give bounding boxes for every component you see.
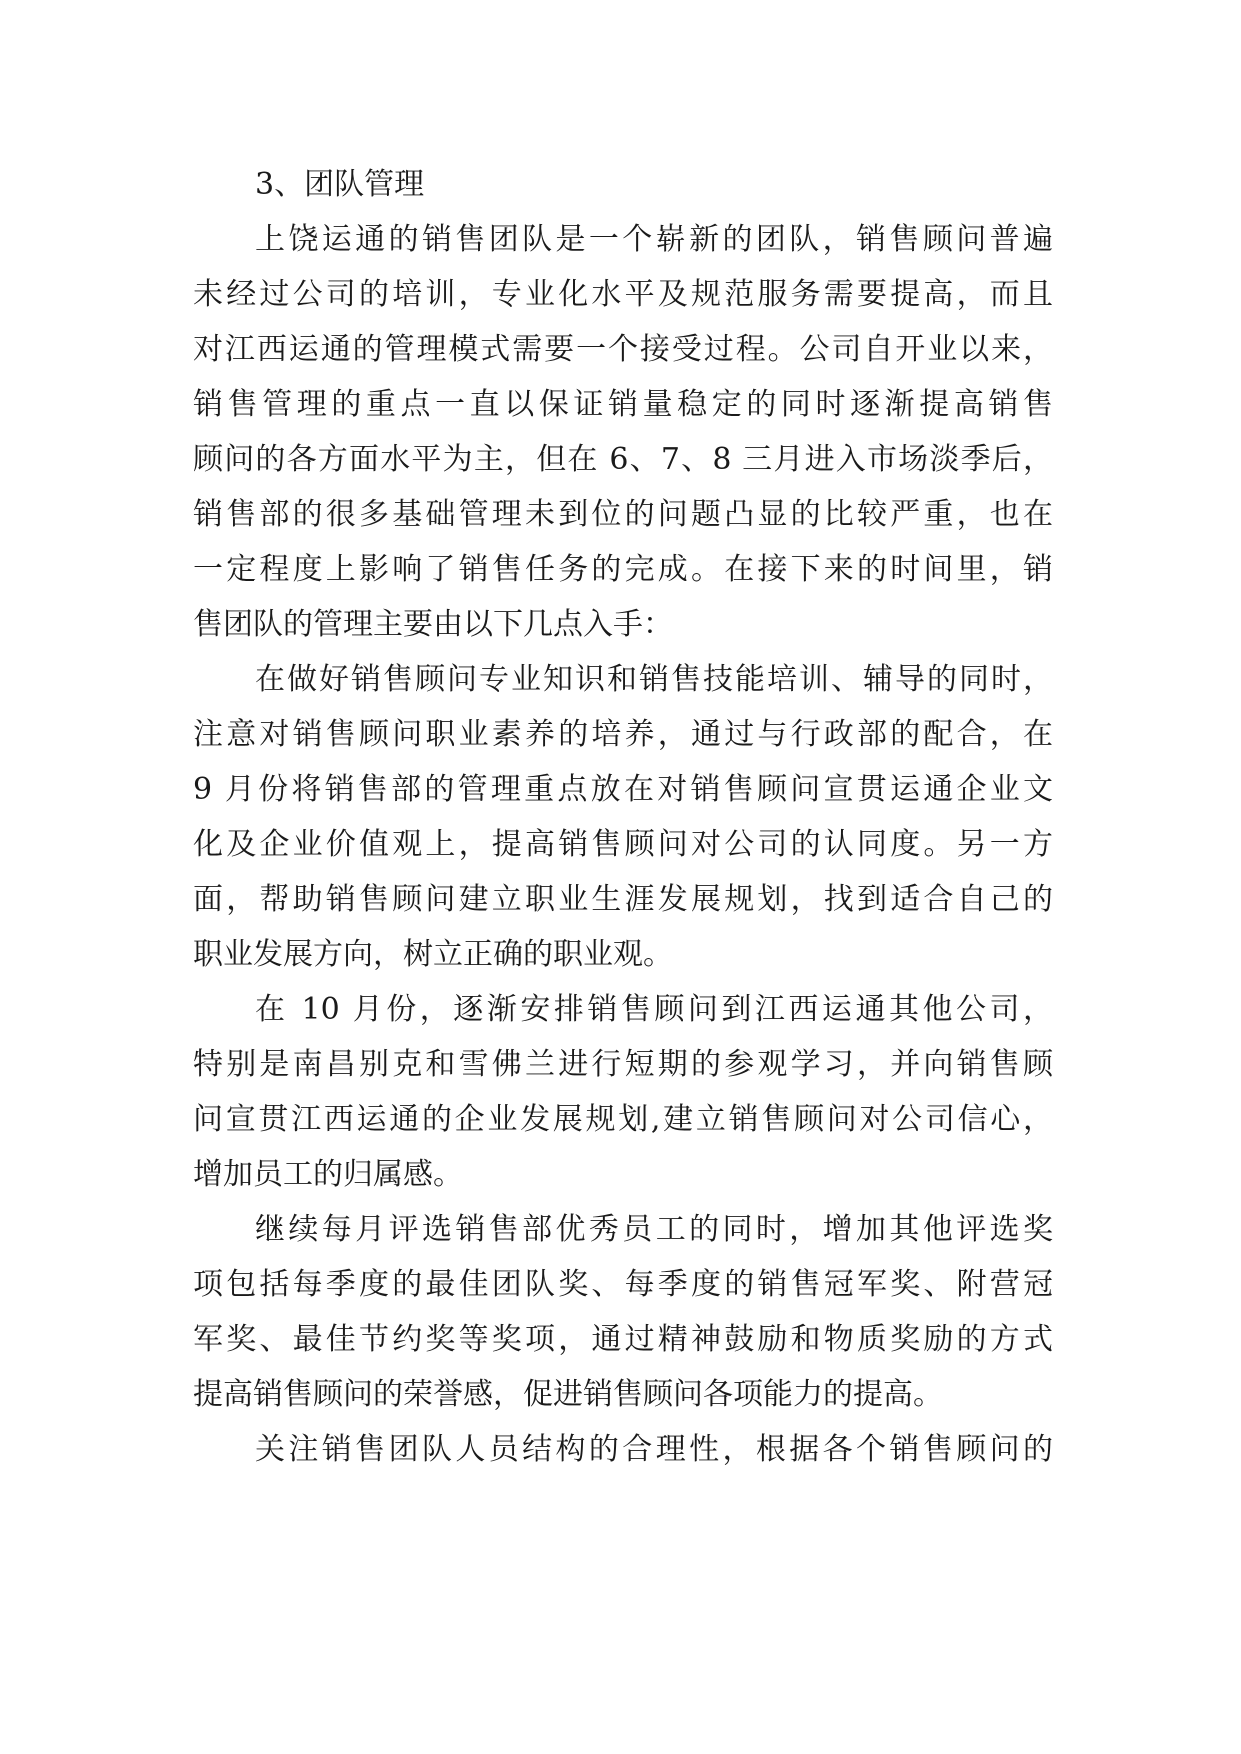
paragraph-line: 增加员工的归属感。 <box>193 1157 463 1192</box>
paragraph-line: 面，帮助销售顾问建立职业生涯发展规划，找到适合自己的 <box>193 882 1053 917</box>
paragraph-line: 售团队的管理主要由以下几点入手： <box>193 607 673 642</box>
paragraph-line: 军奖、最佳节约奖等奖项，通过精神鼓励和物质奖励的方式 <box>193 1322 1053 1357</box>
paragraph-line: 销售部的很多基础管理未到位的问题凸显的比较严重，也在 <box>193 497 1053 532</box>
paragraph-line: 关注销售团队人员结构的合理性，根据各个销售顾问的 <box>255 1432 1053 1467</box>
paragraph-line: 在做好销售顾问专业知识和销售技能培训、辅导的同时， <box>255 662 1053 697</box>
document-body <box>193 157 1053 1477</box>
paragraph-list <box>193 212 1053 1477</box>
paragraph-line: 职业发展方向，树立正确的职业观。 <box>193 937 673 972</box>
section-heading: 3、团队管理 <box>255 167 425 202</box>
paragraph-line: 项包括每季度的最佳团队奖、每季度的销售冠军奖、附营冠 <box>193 1267 1053 1302</box>
paragraph-line: 提高销售顾问的荣誉感，促进销售顾问各项能力的提高。 <box>193 1377 943 1412</box>
paragraph <box>193 652 1053 982</box>
paragraph-line: 注意对销售顾问职业素养的培养，通过与行政部的配合，在 <box>193 717 1053 752</box>
paragraph <box>193 212 1053 652</box>
paragraph-line: 顾问的各方面水平为主，但在 6、7、8 三月进入市场淡季后， <box>193 442 1053 477</box>
paragraph-line: 对江西运通的管理模式需要一个接受过程。公司自开业以来， <box>193 332 1053 367</box>
paragraph-line: 上饶运通的销售团队是一个崭新的团队，销售顾问普遍 <box>255 222 1053 257</box>
paragraph-line: 一定程度上影响了销售任务的完成。在接下来的时间里，销 <box>193 552 1053 587</box>
paragraph <box>193 982 1053 1202</box>
paragraph-line: 9 月份将销售部的管理重点放在对销售顾问宣贯运通企业文 <box>193 772 1053 807</box>
paragraph-line: 销售管理的重点一直以保证销量稳定的同时逐渐提高销售 <box>193 387 1053 422</box>
paragraph-line: 化及企业价值观上，提高销售顾问对公司的认同度。另一方 <box>193 827 1053 862</box>
paragraph-line: 问宣贯江西运通的企业发展规划,建立销售顾问对公司信心， <box>193 1102 1053 1137</box>
paragraph-line: 在 10 月份，逐渐安排销售顾问到江西运通其他公司， <box>255 992 1053 1027</box>
paragraph-line: 继续每月评选销售部优秀员工的同时，增加其他评选奖 <box>255 1212 1053 1247</box>
paragraph <box>193 1422 1053 1477</box>
paragraph-line: 未经过公司的培训，专业化水平及规范服务需要提高，而且 <box>193 277 1053 312</box>
paragraph <box>193 1202 1053 1422</box>
paragraph-line: 特别是南昌别克和雪佛兰进行短期的参观学习，并向销售顾 <box>193 1047 1053 1082</box>
